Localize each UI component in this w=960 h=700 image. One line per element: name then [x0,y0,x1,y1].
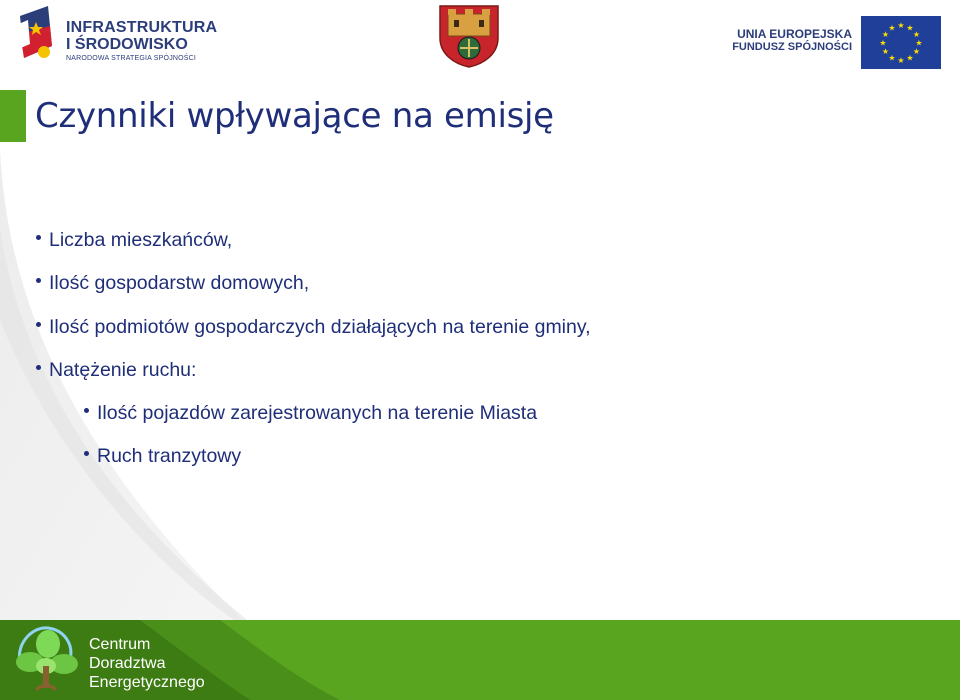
bullet-dot-icon [36,278,41,283]
cde-line-2: Doradztwa [89,655,166,672]
logo-line-1: INFRASTRUKTURA [66,19,218,36]
bullet-dot-icon [84,451,89,456]
bullet-text: Ilość gospodarstw domowych, [49,272,310,294]
svg-text:★: ★ [881,30,890,39]
svg-text:★: ★ [888,23,896,33]
svg-text:★: ★ [906,23,914,33]
bullet-text: Liczba mieszkańców, [49,229,233,251]
poland-flag-logo-icon [14,6,62,64]
bullet-text: Ilość podmiotów gospodarczych działających na terenie gminy, [49,316,591,338]
sub-bullet-item [84,401,537,425]
svg-text:★: ★ [881,47,890,56]
bullet-item [36,228,232,252]
cde-line-3: Energetycznego [89,674,205,691]
logo-line-2: I ŚRODOWISKO [66,36,188,53]
infrastruktura-logo [14,6,218,66]
coat-of-arms-icon [436,4,502,68]
svg-text:★: ★ [912,47,921,56]
bullet-dot-icon [36,235,41,240]
svg-text:★: ★ [912,30,921,39]
svg-text:★: ★ [888,53,896,63]
logo-line-3: NARODOWA STRATEGIA SPÓJNOŚCI [66,55,197,62]
energy-tree-logo-icon [8,622,84,696]
eu-flag-icon [861,16,941,69]
bullet-item [36,315,591,339]
eu-line-1: UNIA EUROPEJSKA [737,27,852,41]
svg-text:★: ★ [897,21,905,30]
slide-title: Czynniki wpływające na emisję [35,96,554,136]
sub-bullet-text: Ilość pojazdów zarejestrowanych na terenie Miasta [97,402,538,424]
eu-line-2: FUNDUSZ SPÓJNOŚCI [732,41,852,53]
svg-text:★: ★ [906,53,914,63]
cde-line-1: Centrum [89,636,151,653]
svg-text:★: ★ [897,56,905,65]
svg-text:★: ★ [879,38,887,48]
cde-logo-text [89,635,205,692]
bullet-text: Natężenie ruchu: [49,359,197,381]
bullet-item [36,271,309,295]
sub-bullet-text: Ruch tranzytowy [97,445,242,467]
bullet-item [36,358,196,382]
title-accent-bar [0,90,26,142]
sub-bullet-item [84,444,241,468]
bullet-dot-icon [36,365,41,370]
svg-text:★: ★ [915,38,923,48]
bullet-dot-icon [84,408,89,413]
bullet-dot-icon [36,322,41,327]
eu-label [732,28,852,54]
